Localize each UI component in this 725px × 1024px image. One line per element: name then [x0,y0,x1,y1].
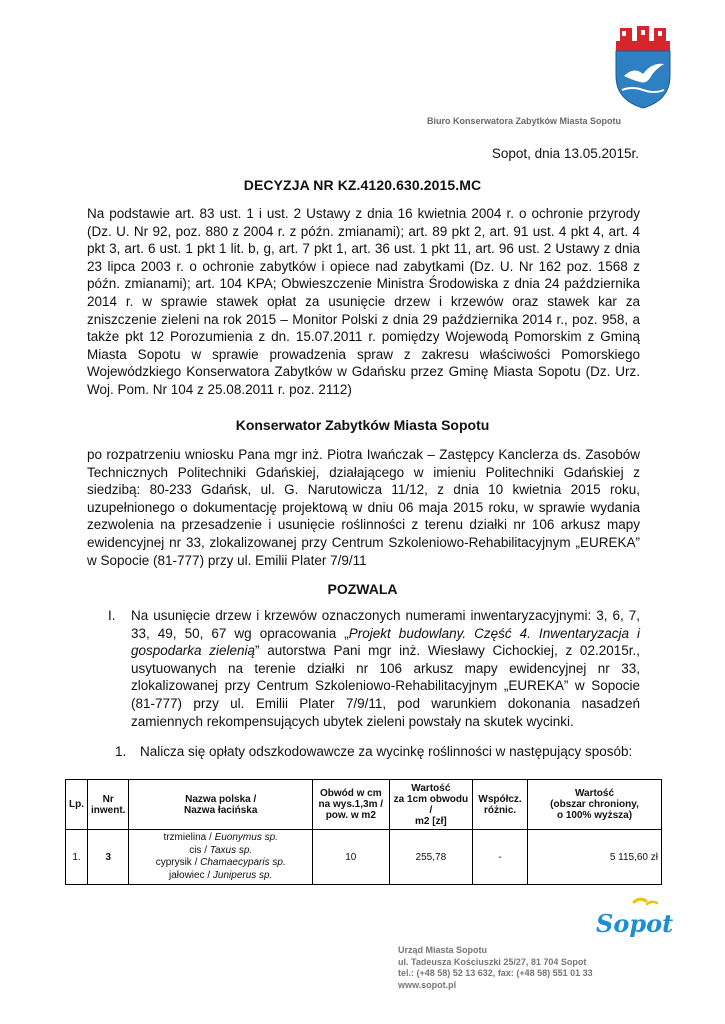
footer-phone: tel.: (+48 58) 52 13 632, fax: (+48 58) 551 01 33 [398,968,593,978]
fee-item [115,744,632,759]
fee-item-text: Nalicza się opłaty odszkodowawcze za wycinkę roślinności w następujący sposób: [140,744,633,759]
header-nr: Nr inwent. [88,780,129,830]
fee-item-number: 1. [115,744,127,759]
cell-coefficient: - [473,830,528,885]
cell-unit-value: 255,78 [389,830,472,885]
header-circumference: Obwód w cm na wys.1,3m / pow. w m2 [312,780,389,830]
sopot-logo-icon [594,896,674,942]
header-unit-value: Wartość za 1cm obwodu / m2 [zł] [389,780,472,830]
office-name: Biuro Konserwatora Zabytków Miasta Sopotu [426,116,621,126]
footer-website: www.sopot.pl [398,979,457,990]
footer-contact [398,945,593,991]
plant-name: jałowiec / Juniperus sp. [169,869,273,881]
cell-total: 5 115,60 zł [528,830,662,885]
decision-title: DECYZJA NR KZ.4120.630.2015.MC [243,177,482,193]
header-lp: Lp. [66,780,88,830]
cell-lp: 1. [66,830,88,885]
footer-office: Urząd Miasta Sopotu [398,945,488,955]
permit-item-number: I. [108,608,116,623]
header-coefficient: Współcz. różnic. [473,780,528,830]
document-date: Sopot, dnia 13.05.2015r. [491,146,639,161]
plant-name: cyprysik / Chamaecyparis sp. [155,857,286,868]
application-paragraph: po rozpatrzeniu wniosku Pana mgr inż. Piotra Iwańczak – Zastępcy Kanclerza ds. Zasobów Technicznych Politechniki Gdańskiej, działającego w imieniu Politechniki Gdańskiej z siedzibą: 80-233 Gdańsk, ul. G. Narutowicza 11/12, z dnia 10 kwietnia 2015 roku, uzupełnionego o dokumentację projektową w dniu 06 maja 2015 roku, w sprawie wydania zezwolenia na przesadzenie i usunięcie roślinności z terenu działki nr 106 arkusz mapy ewidencyjnej nr 33, zlokalizowanej przy Centrum Szkoleniowo-Rehabilitacyjnym „EUREKA” w Sopocie (81-777) przy ul. Emilii Plater 7/9/11 [87,447,640,568]
svg-text:Sopot: Sopot [596,909,674,938]
header-name: Nazwa polska / Nazwa łacińska [129,780,313,830]
cell-names [129,830,313,885]
fee-table [65,779,662,885]
table-header-row [66,780,662,830]
permit-item-text: Na usunięcie drzew i krzewów oznaczonych numerami inwentaryzacyjnymi: 3, 6, 7, 33, 49, 50, 67 wg opracowania „Projekt budowlany. Część 4. Inwentaryzacja i gospodarka zielenią” autorstwa Pani mgr inż. Wiesławy Cichockiej, z 02.2015r., usytuowanych na terenie działki nr 106 arkusz mapy ewidencyjnej nr 33, zlokalizowanej przy Centrum Szkoleniowo-Rehabilitacyjnym „EUREKA” w Sopocie (81-777) przy ul. Emilii Plater 7/9/11, pod warunkiem dokonania nasadzeń zamiennych rekompensujących ubytek zieleni powstały na skutek wycinki. [131,608,641,729]
cell-circumference: 10 [312,830,389,885]
footer-address: ul. Tadeusza Kościuszki 25/27, 81 704 Sopot [398,956,587,967]
sopot-coat-of-arms-icon [612,24,674,110]
plant-name: cis / Taxus sp. [189,844,253,856]
permits-heading: POZWALA [327,581,398,597]
header-total: Wartość (obszar chroniony, o 100% wyższa) [528,780,662,830]
table-row [66,830,662,885]
cell-nr: 3 [88,830,129,885]
plant-name: trzmielina / Euonymus sp. [163,832,278,843]
legal-basis-paragraph: Na podstawie art. 83 ust. 1 i ust. 2 Ustawy z dnia 16 kwietnia 2004 r. o ochronie przyrody (Dz. U. Nr 92, poz. 880 z 2004 r. z późn. zmianami); art. 89 pkt 2, art. 91 ust. 4 pkt 4, art. 4 pkt 3, art. 6 ust. 1 pkt 1 lit. b, g, art. 7 pkt 1, art. 36 ust. 1 pkt 11, art. 96 ust. 2 Ustawy z dnia 23 lipca 2003 r. o ochronie zabytków i opiece nad zabytkami (Dz. U. Nr 162 poz. 1568 z późn. zmianami); art. 104 KPA; Obwieszczenie Ministra Środowiska z dnia 24 października 2014 r. w sprawie stawek opłat za usunięcie drzew i krzewów oraz stawek kar za zniszczenie zieleni na rok 2015 – Monitor Polski z dnia 29 października 2014 r., poz. 958, a także pkt 12 Porozumienia z dn. 15.07.2011 r. pomiędzy Wojewodą Pomorskim z Gminą Miasta Sopotu w sprawie prowadzenia spraw z zakresu właściwości Pomorskiego Wojewódzkiego Konserwatora Zabytków w Gdańsku przez Gminę Miasta Sopotu (Dz. Urz. Woj. Pom. Nr 104 z 25.08.2011 r. poz. 2112) [87,206,640,397]
authority-heading: Konserwator Zabytków Miasta Sopotu [235,417,490,433]
